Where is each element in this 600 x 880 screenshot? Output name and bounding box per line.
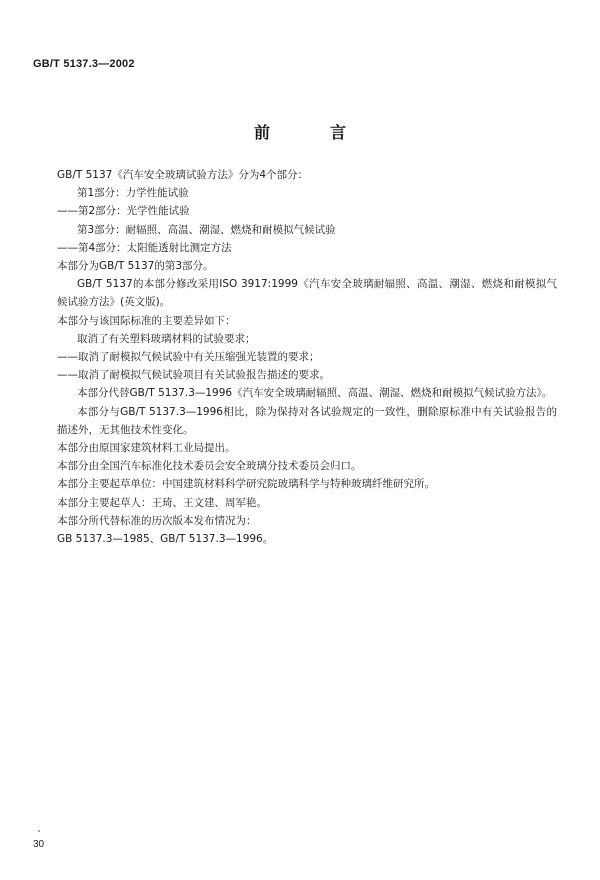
standard-code-header: GB/T 5137.3—2002 bbox=[33, 58, 135, 70]
difference-item-3: ——取消了耐模拟气候试验项目有关试验报告描述的要求。 bbox=[57, 369, 330, 382]
part-1-item: 第1部分：力学性能试验 bbox=[77, 187, 189, 200]
replaces-paragraph: 本部分代替GB/T 5137.3—1996《汽车安全玻璃耐辐照、高温、潮湿、燃烧和耐模拟气候试验方法》。 bbox=[77, 387, 553, 400]
iso-statement-paragraph: GB/T 5137的本部分修改采用ISO 3917:1999《汽车安全玻璃耐辐照、高温、潮湿、燃烧和耐模拟气候试验方法》(英文版)。 bbox=[57, 278, 557, 309]
drafters-line: 本部分主要起草人：王琦、王文建、周军艳。 bbox=[57, 496, 267, 509]
proposed-by-line: 本部分由原国家建筑材料工业局提出。 bbox=[57, 442, 236, 455]
difference-item-1: 取消了有关塑料玻璃材料的试验要求； bbox=[77, 332, 256, 345]
comparison-paragraph: 本部分与GB/T 5137.3—1996相比，除为保持对各试验规定的一致性，删除原标准中有关试验报告的描述外，无其他技术性变化。 bbox=[57, 405, 557, 436]
history-intro-line: 本部分所代替标准的历次版本发布情况为： bbox=[57, 514, 257, 527]
drafting-unit-line: 本部分主要起草单位：中国建筑材料科学研究院玻璃科学与特种玻璃纤维研究所。 bbox=[57, 478, 435, 491]
this-part-statement: 本部分为GB/T 5137的第3部分。 bbox=[57, 260, 214, 273]
difference-item-2: ——取消了耐模拟气候试验中有关压缩强光装置的要求； bbox=[57, 351, 320, 364]
intro-line: GB/T 5137《汽车安全玻璃试验方法》分为4个部分： bbox=[57, 169, 309, 181]
part-2-item: ——第2部分：光学性能试验 bbox=[57, 205, 190, 218]
history-versions-line: GB 5137.3—1985、GB/T 5137.3—1996。 bbox=[57, 533, 274, 546]
part-4-item: ——第4部分：太阳能透射比测定方法 bbox=[57, 241, 232, 254]
managed-by-line: 本部分由全国汽车标准化技术委员会安全玻璃分技术委员会归口。 bbox=[57, 460, 362, 473]
page-number: 30 bbox=[33, 839, 45, 850]
scan-dot bbox=[38, 830, 40, 832]
page-title: 前 言 bbox=[253, 123, 368, 142]
document-body bbox=[57, 166, 557, 548]
part-3-item: 第3部分：耐辐照、高温、潮湿、燃烧和耐模拟气候试验 bbox=[77, 223, 336, 236]
differences-intro: 本部分与该国际标准的主要差异如下： bbox=[57, 314, 236, 327]
